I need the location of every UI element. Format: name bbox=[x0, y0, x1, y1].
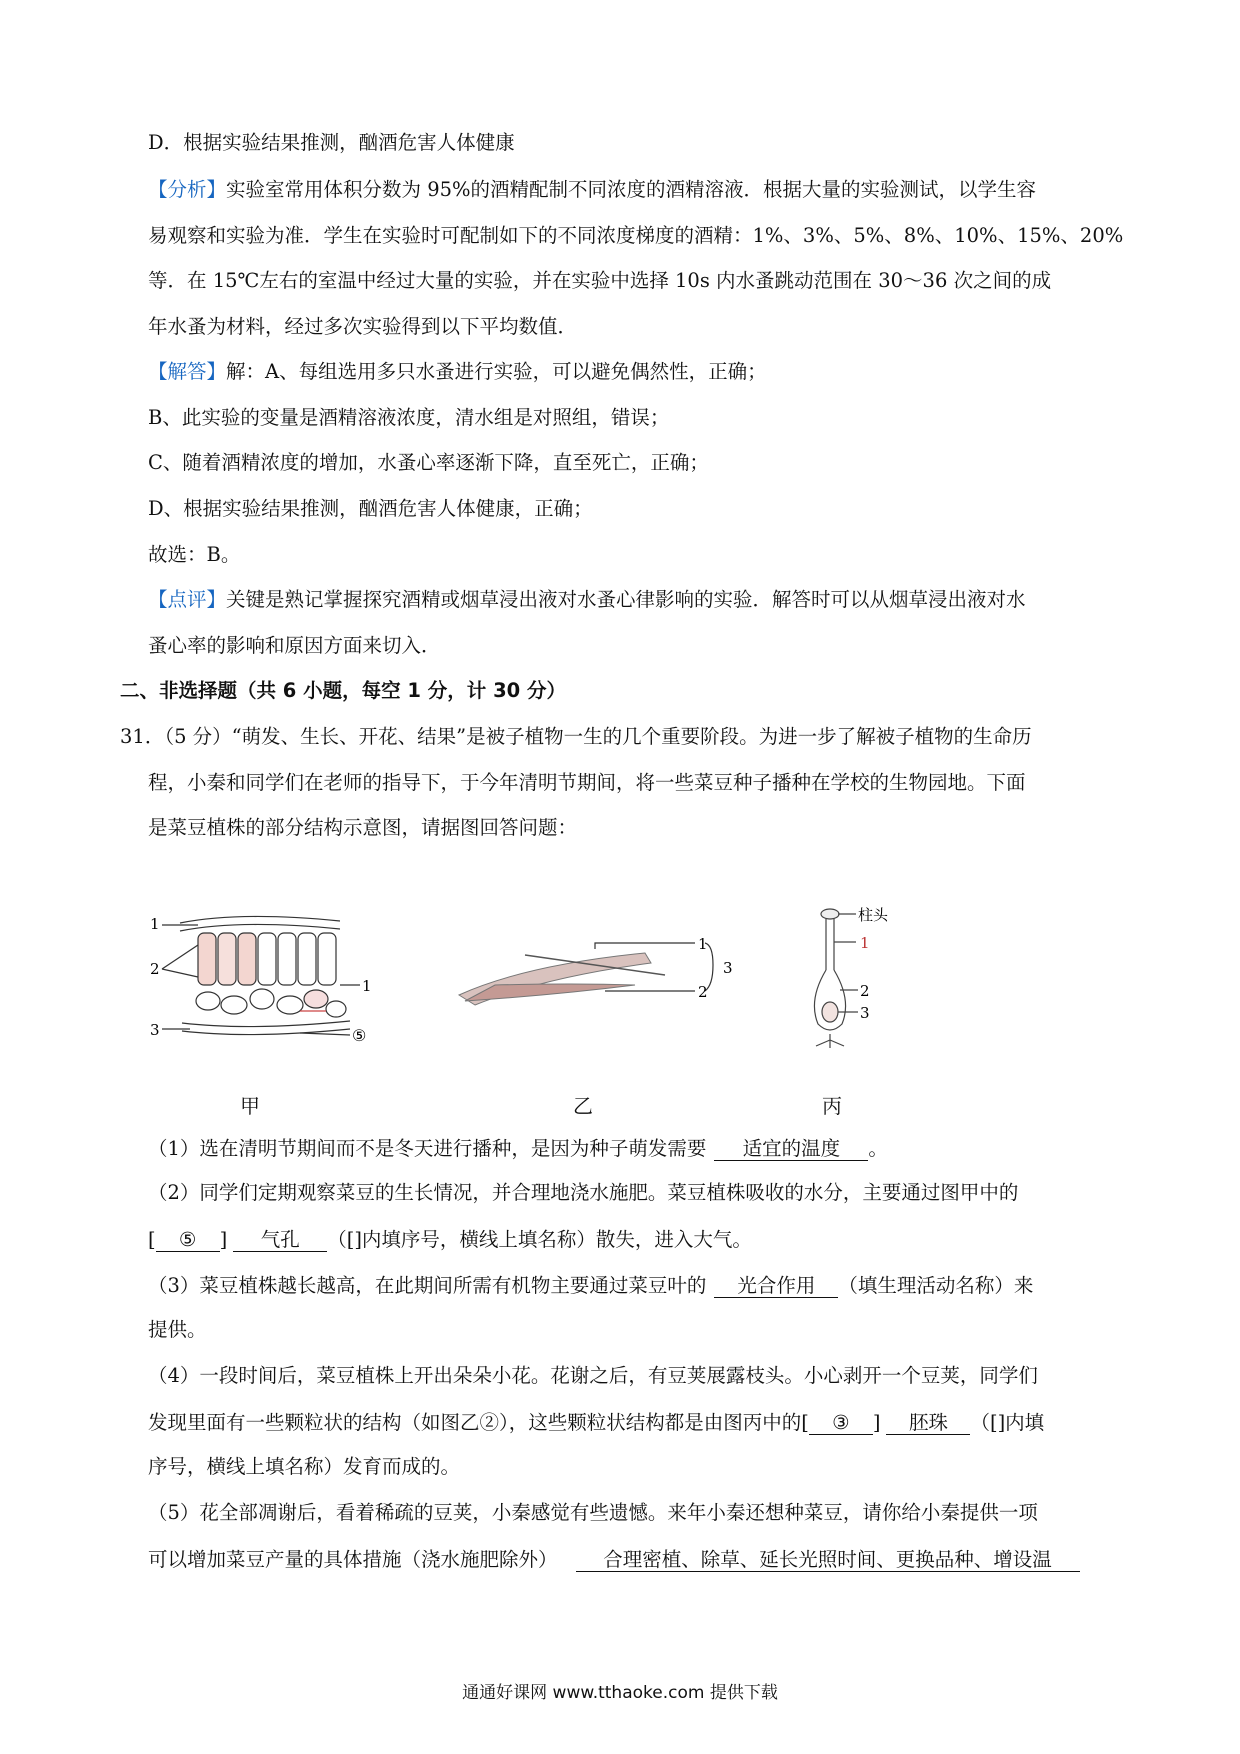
question-31-line-3: 是菜豆植株的部分结构示意图，请据图回答问题： bbox=[148, 816, 578, 839]
option-d-text: D．根据实验结果推测，酗酒危害人体健康 bbox=[148, 131, 515, 154]
part-3-text: （3）菜豆植株越长越高，在此期间所需有机物主要通过菜豆叶的 bbox=[148, 1274, 707, 1297]
part-1 bbox=[148, 1138, 888, 1161]
part-2-line-1: （2）同学们定期观察菜豆的生长情况，并合理地浇水施肥。菜豆植株吸收的水分，主要通过图甲中的 bbox=[148, 1181, 1019, 1204]
bing-label-3: 3 bbox=[860, 1004, 870, 1022]
part-2-answer-name: 气孔 bbox=[233, 1229, 327, 1252]
comment-text-1: 关键是熟记掌握探究酒精或烟草浸出液对水蚤心律影响的实验．解答时可以从烟草浸出液对水 bbox=[226, 588, 1026, 611]
part-2-bracket-left: [ bbox=[148, 1228, 156, 1251]
question-31-line-1: 31．（5 分）“萌发、生长、开花、结果”是被子植物一生的几个重要阶段。为进一步了解被子植物的生命历 bbox=[120, 725, 1032, 748]
part-3-rest: （填生理活动名称）来 bbox=[838, 1274, 1034, 1297]
analysis-paragraph-line-1 bbox=[148, 180, 1036, 200]
part-5-answer: 合理密植、除草、延长光照时间、更换品种、增设温 bbox=[576, 1549, 1080, 1572]
part-4-line-3: 序号，横线上填名称）发育而成的。 bbox=[148, 1455, 461, 1478]
part-1-text: （1）选在清明节期间而不是冬天进行播种，是因为种子萌发需要 bbox=[148, 1137, 707, 1160]
figure-yi-caption: 乙 bbox=[573, 1094, 593, 1118]
page-footer: 通通好课网 www.tthaoke.com 提供下载 bbox=[462, 1683, 778, 1703]
analysis-text-4: 年水蚤为材料，经过多次实验得到以下平均数值． bbox=[148, 315, 578, 338]
figure-yi-bean-pod bbox=[455, 925, 775, 1015]
part-4-line-1: （4）一段时间后，菜豆植株上开出朵朵小花。花谢之后，有豆荚展露枝头。小心剥开一个豆荚，同学们 bbox=[148, 1364, 1038, 1387]
yi-label-1: 1 bbox=[698, 935, 708, 953]
jia-label-5: ⑤ bbox=[352, 1026, 367, 1045]
bing-label-2: 2 bbox=[860, 982, 870, 1000]
part-4-rest: （[]内填 bbox=[970, 1411, 1045, 1434]
jia-label-3: 3 bbox=[150, 1021, 160, 1039]
part-2-rest: （[]内填序号，横线上填名称）散失，进入大气。 bbox=[327, 1228, 752, 1251]
answer-choice: 故选：B。 bbox=[148, 543, 241, 566]
analysis-tag: 【分析】 bbox=[148, 178, 227, 201]
answer-text-2: B、此实验的变量是酒精溶液浓度，清水组是对照组，错误； bbox=[148, 406, 670, 429]
part-5-line-2 bbox=[148, 1549, 1080, 1572]
part-3-line-1 bbox=[148, 1275, 1033, 1298]
part-4-answer-name: 胚珠 bbox=[886, 1412, 970, 1435]
part-2-bracket-right: ] bbox=[219, 1228, 228, 1251]
bing-label-stigma: 柱头 bbox=[858, 906, 889, 924]
answer-text-3: C、随着酒精浓度的增加，水蚤心率逐渐下降，直至死亡，正确； bbox=[148, 451, 709, 474]
section-title: 二、非选择题（共 6 小题，每空 1 分，计 30 分） bbox=[120, 679, 567, 702]
part-4-text: 发现里面有一些颗粒状的结构（如图乙②），这些颗粒状结构都是由图丙中的[ bbox=[148, 1411, 809, 1434]
yi-label-2: 2 bbox=[698, 983, 708, 1001]
yi-label-3: 3 bbox=[723, 959, 733, 977]
jia-label-2: 2 bbox=[150, 960, 160, 978]
figure-jia-caption: 甲 bbox=[240, 1094, 260, 1118]
analysis-text-3: 等．在 15℃左右的室温中经过大量的实验，并在实验中选择 10s 内水蚤跳动范围在 30～36 次之间的成 bbox=[148, 269, 1052, 292]
part-1-answer: 适宜的温度 bbox=[714, 1138, 868, 1161]
part-2-line-2 bbox=[148, 1229, 752, 1252]
part-3-answer: 光合作用 bbox=[714, 1275, 838, 1298]
comment-tag: 【点评】 bbox=[148, 588, 227, 611]
answer-paragraph-line-1 bbox=[148, 362, 767, 382]
jia-label-1-right: 1 bbox=[362, 977, 372, 995]
part-2-answer-number: ⑤ bbox=[156, 1229, 220, 1252]
part-4-bracket-right: ] bbox=[872, 1411, 881, 1434]
question-31-line-2: 程，小秦和同学们在老师的指导下，于今年清明节期间，将一些菜豆种子播种在学校的生物园地。下面 bbox=[148, 771, 1026, 794]
answer-text-1: 解：A、每组选用多只水蚤进行实验，可以避免偶然性，正确； bbox=[226, 360, 767, 383]
part-4-line-2 bbox=[148, 1412, 1044, 1435]
comment-text-2: 蚤心率的影响和原因方面来切入． bbox=[148, 634, 441, 657]
part-1-end: 。 bbox=[868, 1137, 888, 1160]
answer-tag: 【解答】 bbox=[148, 360, 227, 383]
part-5-line-1: （5）花全部凋谢后，看着稀疏的豆荚，小秦感觉有些遗憾。来年小秦还想种菜豆，请你给小秦提供一项 bbox=[148, 1501, 1038, 1524]
answer-text-4: D、根据实验结果推测，酗酒危害人体健康，正确； bbox=[148, 497, 593, 520]
figure-bing-pistil bbox=[800, 900, 930, 1060]
figure-bing-caption: 丙 bbox=[822, 1094, 842, 1118]
analysis-text-1: 实验室常用体积分数为 95%的酒精配制不同浓度的酒精溶液．根据大量的实验测试，以学生容 bbox=[226, 178, 1037, 201]
part-5-text: 可以增加菜豆产量的具体措施（浇水施肥除外） bbox=[148, 1548, 558, 1571]
comment-paragraph-line-1 bbox=[148, 590, 1026, 610]
bing-label-1: 1 bbox=[860, 934, 870, 952]
part-4-answer-number: ③ bbox=[809, 1412, 873, 1435]
analysis-text-2: 易观察和实验为准．学生在实验时可配制如下的不同浓度梯度的酒精：1%、3%、5%、8%、10%、15%、20% bbox=[148, 224, 1124, 247]
part-3-line-2: 提供。 bbox=[148, 1318, 207, 1341]
jia-label-1: 1 bbox=[150, 915, 160, 933]
figure-jia-leaf-section bbox=[150, 905, 410, 1055]
